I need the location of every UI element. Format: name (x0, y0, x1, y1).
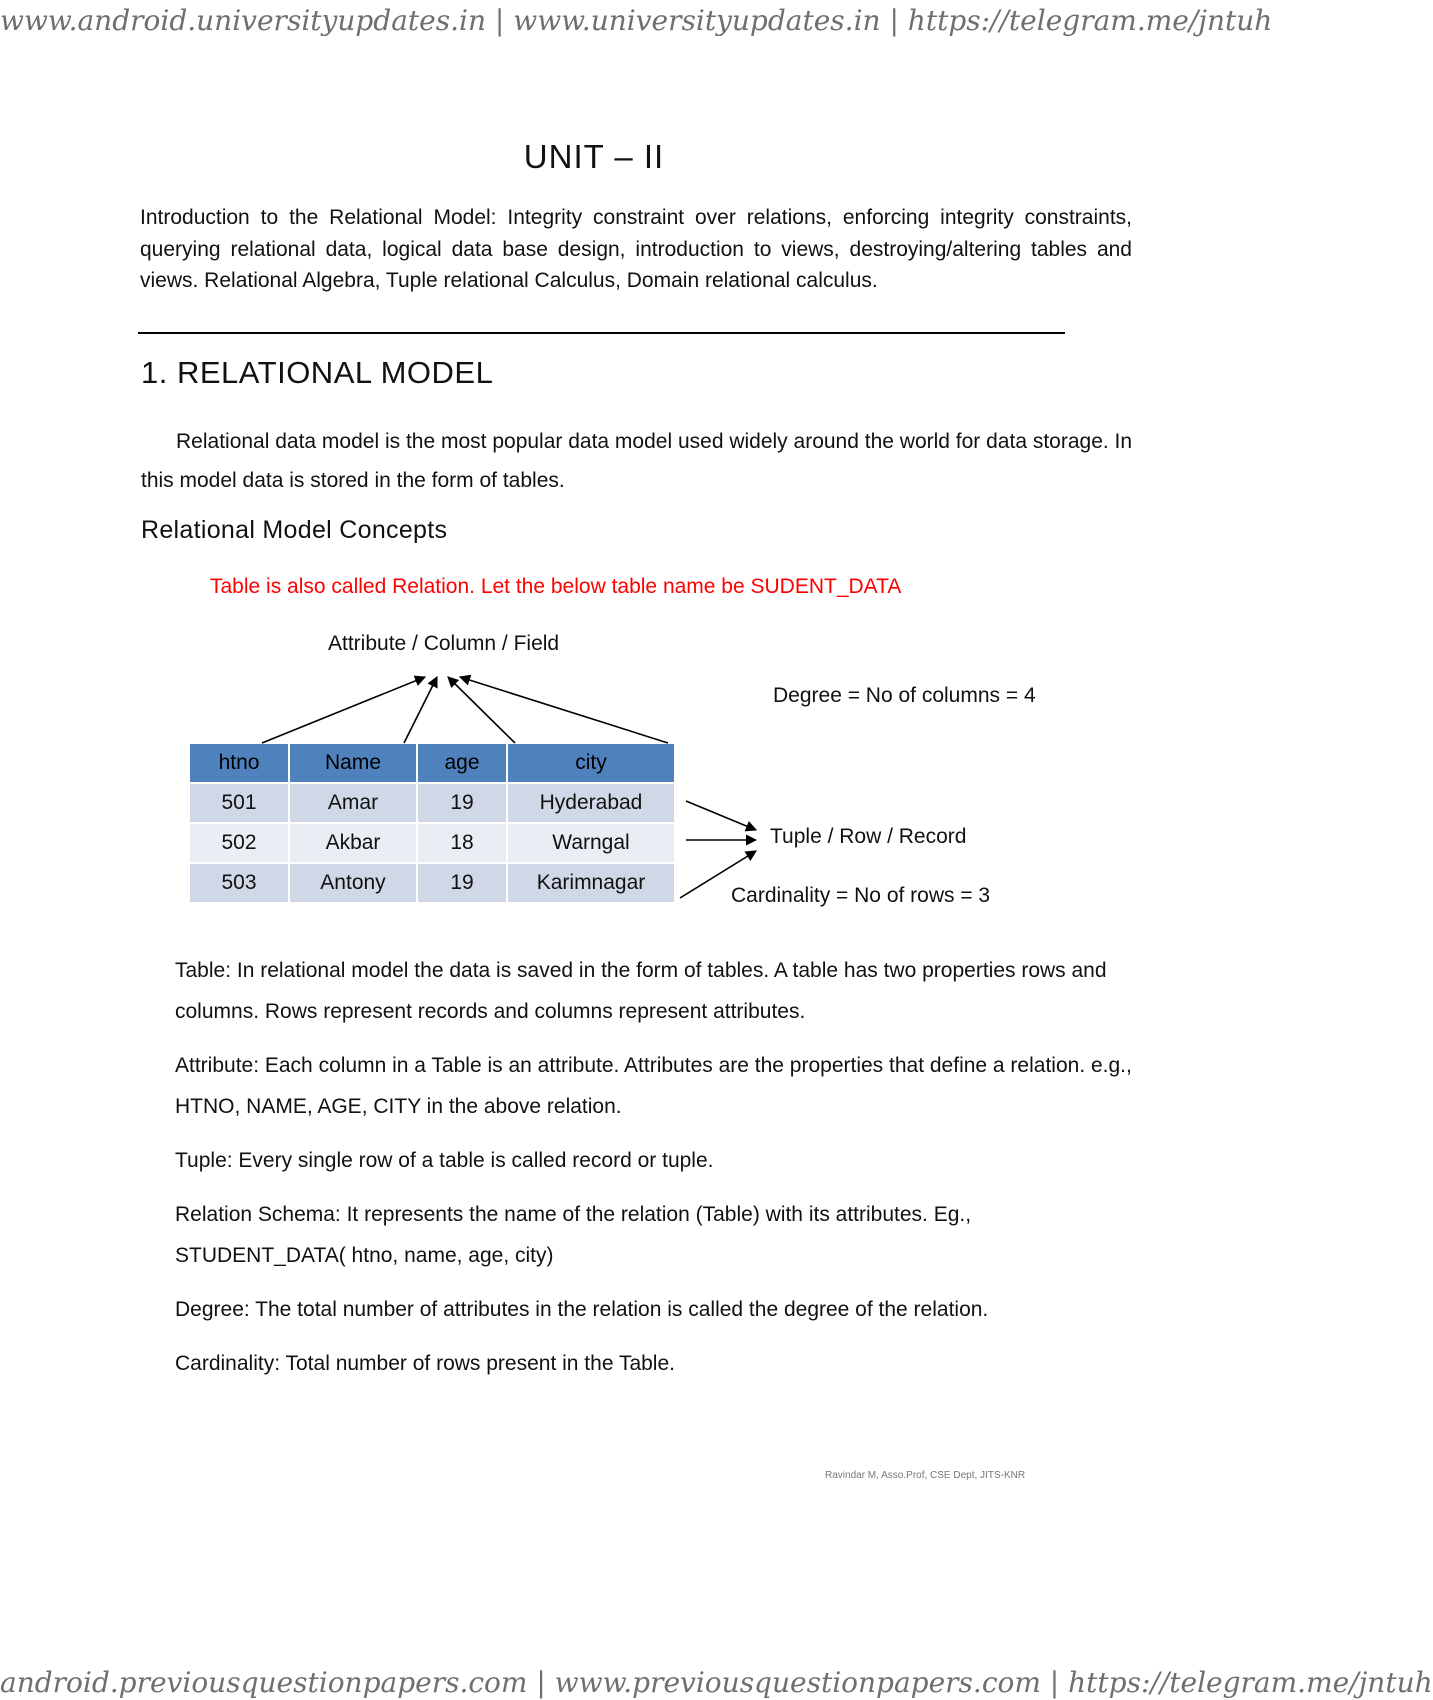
cell-city: Warngal (508, 824, 674, 862)
cell-name: Antony (290, 864, 416, 902)
tuple-label: Tuple / Row / Record (770, 825, 967, 848)
unit-title: UNIT – II (523, 138, 665, 175)
definition-tuple: Tuple: Every single row of a table is called record or tuple. (175, 1149, 714, 1172)
watermark-top: www.android.universityupdates.in | www.universityupdates.in | https://telegram.me/jntuh (0, 4, 1273, 37)
table-row (190, 864, 674, 902)
cell-htno: 502 (190, 824, 288, 862)
relation-note: Table is also called Relation. Let the below table name be SUDENT_DATA (210, 575, 902, 598)
arrow-htno-to-attribute (262, 677, 425, 743)
arrow-age-to-attribute (448, 677, 515, 743)
cell-name: Amar (290, 784, 416, 822)
cell-age: 18 (418, 824, 506, 862)
cell-city: Hyderabad (508, 784, 674, 822)
arrow-row1-to-tuple (686, 801, 756, 830)
header-age: age (418, 744, 506, 782)
arrow-name-to-attribute (404, 677, 437, 743)
cell-age: 19 (418, 864, 506, 902)
section-heading: 1. RELATIONAL MODEL (141, 355, 494, 390)
degree-label: Degree = No of columns = 4 (773, 684, 1036, 707)
cell-age: 19 (418, 784, 506, 822)
watermark-bottom: android.previousquestionpapers.com | www.previousquestionpapers.com | https://telegram.me/jntuh (0, 1666, 1433, 1699)
definition-attribute: Attribute: Each column in a Table is an attribute. Attributes are the properties that define a relation. e.g., HTNO, NAME, AGE, CITY in the above relation. (175, 1054, 1132, 1118)
student-data-table (188, 742, 676, 904)
definition-degree: Degree: The total number of attributes in the relation is called the degree of the relation. (175, 1298, 989, 1321)
table-row (190, 824, 674, 862)
intro-paragraph: Relational data model is the most popular data model used widely around the world for data storage. In this model data is stored in the form of tables. (141, 430, 1133, 492)
header-city: city (508, 744, 674, 782)
cell-htno: 501 (190, 784, 288, 822)
attribute-label: Attribute / Column / Field (328, 632, 560, 655)
table-row (190, 784, 674, 822)
definitions-list (175, 950, 1135, 1397)
cell-city: Karimnagar (508, 864, 674, 902)
definition-relation-schema: Relation Schema: It represents the name of the relation (Table) with its attributes. Eg., STUDENT_DATA( htno, name, age, city) (175, 1203, 972, 1267)
table-header-row (190, 744, 674, 782)
arrow-city-to-attribute (460, 677, 668, 743)
cell-name: Akbar (290, 824, 416, 862)
cell-htno: 503 (190, 864, 288, 902)
definition-cardinality: Cardinality: Total number of rows present in the Table. (175, 1352, 675, 1375)
concepts-subheading: Relational Model Concepts (141, 516, 448, 544)
header-htno: htno (190, 744, 288, 782)
header-name: Name (290, 744, 416, 782)
definition-table: Table: In relational model the data is saved in the form of tables. A table has two properties rows and columns. Rows represent records and columns represent attributes. (175, 959, 1107, 1023)
cardinality-label: Cardinality = No of rows = 3 (731, 884, 991, 907)
footer-credit: Ravindar M, Asso.Prof, CSE Dept, JITS-KNR (825, 1470, 1026, 1481)
unit-intro: Introduction to the Relational Model: Integrity constraint over relations, enforcing integrity constraints, querying relational data, logical data base design, introduction to views, destroying/altering tables and views. Relational Algebra, Tuple relational Calculus, Domain relational calculus. (140, 206, 1132, 292)
